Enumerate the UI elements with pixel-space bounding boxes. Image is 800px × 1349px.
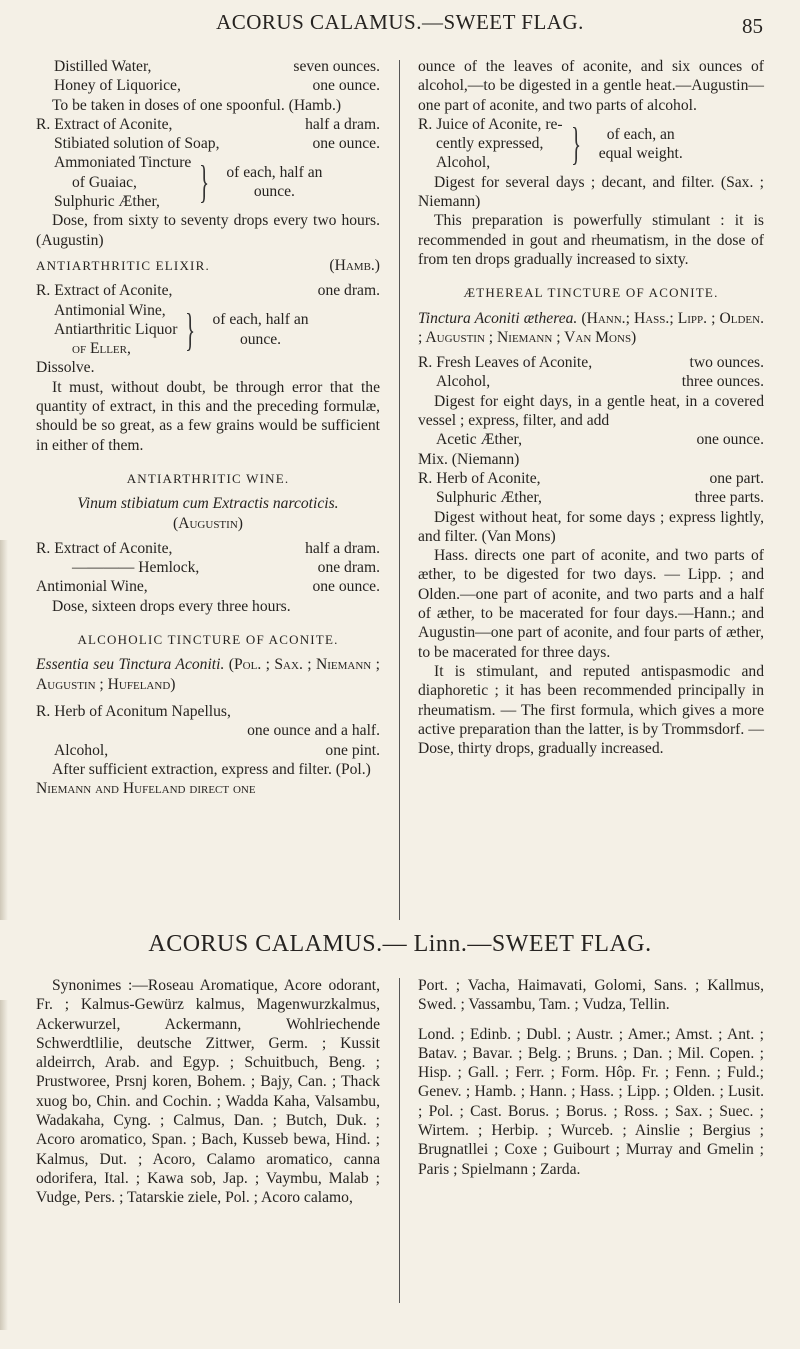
dose-instruction: Dose, sixteen drops every three hours.: [52, 597, 291, 615]
braced-ingredients: [418, 115, 764, 173]
ingredient: Stibiated solution of Soap,: [54, 135, 220, 153]
braced-ingredients: [36, 153, 380, 211]
running-header: ACORUS CALAMUS.—SWEET FLAG.: [216, 10, 584, 34]
ingredient: Alcohol,: [54, 741, 109, 759]
synonyms-column: [36, 976, 380, 1208]
ingredient: R. Extract of Aconite,: [36, 115, 173, 133]
ingredient: Distilled Water,: [54, 58, 152, 75]
latin-name: Vinum stibiatum cum Extractis narcoticis.: [77, 495, 339, 513]
quantity: one dram.: [317, 282, 380, 300]
dose-instruction: Dose, from sixty to seventy drops every two hours. (Augustin): [36, 212, 380, 249]
source: (Hann.; Hass.; Lipp. ; Olden. ; Augustin ; Niemann ; Van Mons): [418, 309, 764, 346]
quantity: of each, half an ounce.: [226, 164, 323, 201]
quantity: one part.: [709, 469, 764, 487]
quantity: half a dram.: [305, 115, 380, 133]
source: (Hamb.): [329, 256, 380, 274]
latin-name: Tinctura Aconiti ætherea.: [418, 309, 578, 327]
page-number: 85: [742, 14, 763, 38]
section-heading: ÆTHEREAL TINCTURE OF ACONITE.: [463, 285, 719, 301]
paragraph: Hass. directs one part of aconite, and two parts of æther, to be digested for two days. — Lipp. ; and Olden.—one part of aconite, and two parts and a half of æther, to be macerated for four days.—Hann.; and Augustin—one part of aconite, and four parts of æther, to be macerated for three days.: [418, 547, 764, 661]
quantity: two ounces.: [689, 354, 764, 372]
ingredient: Honey of Liquorice,: [54, 77, 181, 95]
brace: }: [199, 156, 210, 208]
ingredient: of Guaiac,: [72, 173, 137, 191]
ingredient: of Eller,: [72, 340, 131, 358]
synonyms-list-continued: Port. ; Vacha, Haimavati, Golomi, Sans. ; Kallmus, Swed. ; Vassambu, Tam. ; Vudza, Tellin.: [418, 977, 764, 1014]
quantity: half a dram.: [305, 539, 380, 557]
braced-ingredients: [36, 301, 380, 359]
quantity: one ounce and a half.: [247, 722, 380, 740]
latin-name: Essentia seu Tinctura Aconiti.: [36, 656, 225, 674]
ingredient: Sulphuric Æther,: [436, 489, 542, 507]
quantity: one ounce.: [312, 578, 380, 596]
ingredient: Sulphuric Æther,: [54, 193, 160, 211]
page-edge-shadow: [0, 540, 8, 920]
column-divider: [399, 60, 400, 920]
quantity: three ounces.: [681, 373, 764, 391]
brace: }: [185, 303, 196, 355]
ingredient: cently expressed,: [436, 135, 544, 153]
instruction: Digest for several days ; decant, and filter. (Sax. ; Niemann): [418, 173, 764, 211]
quantity: one dram.: [317, 559, 380, 577]
left-column: [36, 57, 380, 798]
pharmacopoeia-list: Lond. ; Edinb. ; Dubl. ; Austr. ; Amer.; Amst. ; Ant. ; Batav. ; Bavar. ; Belg. ; Bruns. ; Dan. ; Mil. Copen. ; Hisp. ; Gall. ; Ferr. ; Form. Hôp. Fr. ; Fenn. ; Fuld.; Genev. ; Hamb. ; Hann. ; Hass. ; Lipp. ; Olden. ; Lusit. ; Pol. ; Cast. Borus. ; Borus. ; Ross. ; Sax. ; Suec. ; Wirtem. ; Herbip. ; Wurceb. ; Ainslie ; Bergius ; Brugnatllei ; Coxe ; Guibourt ; Murray and Gmelin ; Paris ; Spielmann ; Zarda.: [418, 1025, 764, 1178]
note: This preparation is powerfully stimulant : it is recommended in gout and rheumatism, in the dose of from ten drops gradually increased to sixty.: [418, 212, 764, 268]
section-title: ACORUS CALAMUS.— Linn.—SWEET FLAG.: [148, 931, 652, 957]
quantity: of each, half an ounce.: [212, 311, 309, 348]
ingredient: Acetic Æther,: [436, 431, 522, 449]
instruction: Mix. (Niemann): [418, 450, 520, 468]
instruction: After sufficient extraction, express and filter. (Pol.): [52, 760, 371, 778]
dose-instruction: To be taken in doses of one spoonful. (Hamb.): [52, 96, 342, 114]
column-divider-lower: [399, 978, 400, 1303]
quantity: one pint.: [325, 741, 380, 759]
quantity: one ounce.: [312, 77, 380, 95]
ingredient: Ammoniated Tincture: [54, 154, 192, 172]
right-column: [418, 57, 764, 758]
pharmacopoeia-column: [418, 976, 764, 1179]
paragraph: ounce of the leaves of aconite, and six ounces of alcohol,—to be digested in a gentle heat.—Augustin—one part of aconite, and two parts of alcohol.: [418, 58, 764, 114]
ingredient: Alcohol,: [436, 154, 491, 172]
quantity: seven ounces.: [293, 58, 380, 75]
ingredient: R. Fresh Leaves of Aconite,: [418, 354, 593, 372]
paragraph: It is stimulant, and reputed antispasmodic and diaphoretic ; it has been recommended principally in rheumatism. — The first formula, which gives a more active preparation than the latter, is by Trommsdorf. —Dose, thirty drops, gradually increased.: [418, 662, 764, 758]
ingredient: Alcohol,: [436, 373, 491, 391]
ingredient: R. Herb of Aconitum Napellus,: [36, 702, 231, 720]
quantity: one ounce.: [312, 135, 380, 153]
instruction: Digest for eight days, in a gentle heat, in a covered vessel ; express, filter, and add: [418, 392, 764, 430]
section-heading: ALCOHOLIC TINCTURE OF ACONITE.: [77, 632, 339, 648]
section-heading: ANTIARTHRITIC WINE.: [126, 470, 290, 486]
page-edge-shadow-lower: [0, 1000, 8, 1330]
quantity: three parts.: [694, 489, 764, 507]
note: Niemann and Hufeland direct one: [36, 780, 256, 798]
synonyms-list: Synonimes :—Roseau Aromatique, Acore odorant, Fr. ; Kalmus-Gewürz kalmus, Magenwurzkalmus, Ackerwurzel, Ackermann, Wohlriechende Schwerdtlilie, deutsche Zittwer, Germ. ; Kussit aldeirrch, Arab. and Egyp. ; Schuitbuch, Beng. ; Prustworee, Prsnj koren, Bohem. ; Bajy, Can. ; Thack xuog bo, Chin. and Cochin. ; Wadda Kaha, Valsambu, Wadakaha, Cyng. ; Calmus, Dan. ; Butch, Duk. ; Acoro aromatico, Span. ; Bach, Kusseb bewa, Hind. ; Kalmus, Dut. ; Acoro, Calamo aromatico, canna odorifera, Ital. ; Kawa sob, Jap. ; Vaymbu, Malab ; Vudge, Pers. ; Tatarskie ziele, Pol. ; Acoro calamo,: [36, 977, 380, 1207]
source: (Augustin): [173, 514, 243, 532]
ingredient: R. Extract of Aconite,: [36, 282, 173, 300]
ingredient: R. Juice of Aconite, re-: [418, 115, 563, 133]
brace: }: [570, 117, 581, 169]
ingredient: R. Extract of Aconite,: [36, 539, 173, 557]
instruction: Digest without heat, for some days ; express lightly, and filter. (Van Mons): [418, 508, 764, 545]
ingredient: Antiarthritic Liquor: [54, 320, 178, 338]
instruction: Dissolve.: [36, 359, 95, 377]
ingredient: R. Herb of Aconite,: [418, 469, 541, 487]
ingredient: Antimonial Wine,: [36, 578, 148, 596]
ingredient: Antimonial Wine,: [54, 301, 166, 319]
ingredient: ———— Hemlock,: [72, 559, 200, 577]
source: (Pol. ; Sax. ; Niemann ; Augustin ; Hufeland): [36, 656, 380, 693]
quantity: of each, an equal weight.: [598, 125, 683, 162]
section-heading: ANTIARTHRITIC ELIXIR.: [36, 257, 210, 273]
note: It must, without doubt, be through error that the quantity of extract, in this and the preceding formulæ, should be so great, as a few grains would be sufficient in either of them.: [36, 378, 380, 454]
quantity: one ounce.: [696, 431, 764, 449]
